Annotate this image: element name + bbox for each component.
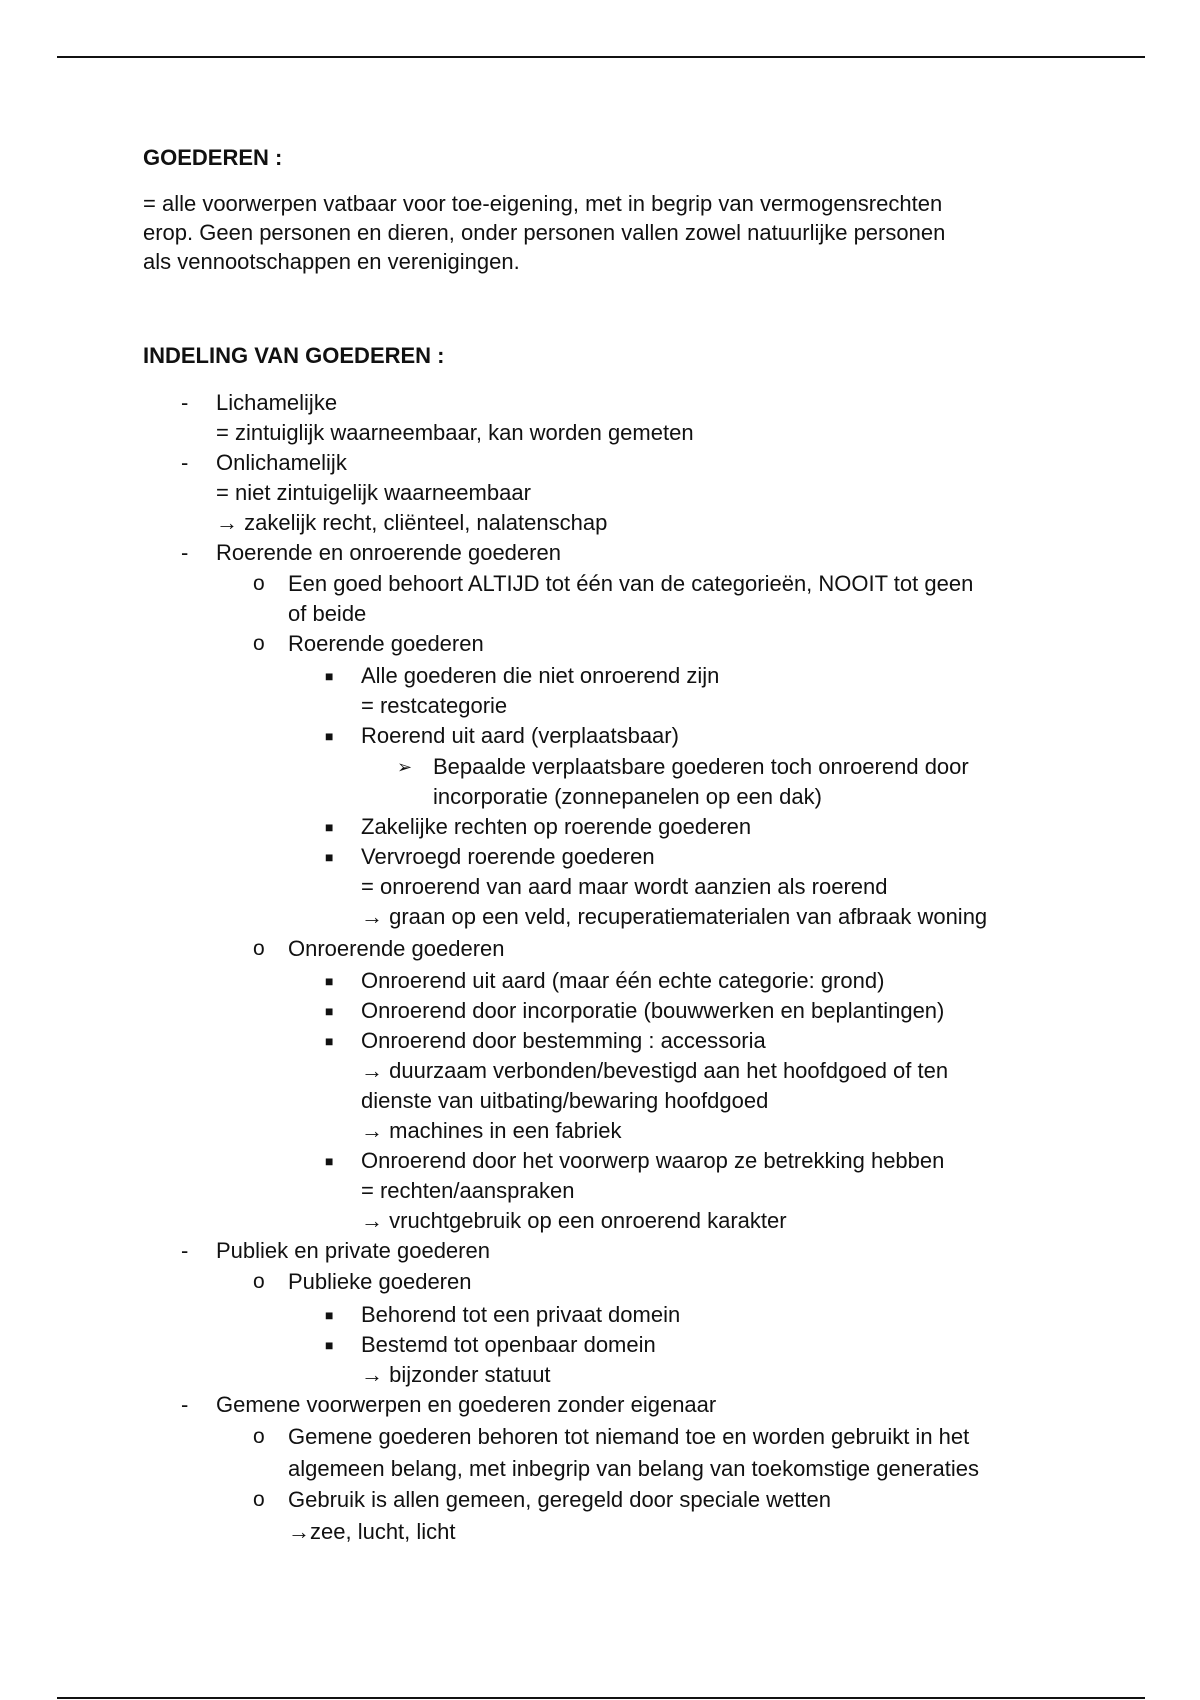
list-item-note: = zintuiglijk waarneembaar, kan worden gemeten bbox=[216, 420, 694, 445]
page-title: GOEDEREN : bbox=[143, 145, 283, 170]
list-item-note: = onroerend van aard maar wordt aanzien als roerend bbox=[361, 874, 888, 899]
circle-bullet: o bbox=[253, 937, 265, 960]
list-item: Onroerend door het voorwerp waarop ze betrekking hebben bbox=[361, 1148, 945, 1173]
list-item: Onroerend door bestemming : accessoria bbox=[361, 1028, 766, 1053]
square-bullet: ■ bbox=[325, 819, 334, 835]
list-item-note: = rechten/aanspraken bbox=[361, 1178, 575, 1203]
list-item: Onroerende goederen bbox=[288, 936, 505, 961]
list-item-note: → machines in een fabriek bbox=[361, 1118, 622, 1143]
list-item: Roerende en onroerende goederen bbox=[216, 540, 561, 565]
list-item: Publiek en private goederen bbox=[216, 1238, 490, 1263]
list-item-note: algemeen belang, met inbegrip van belang van toekomstige generaties bbox=[288, 1456, 980, 1481]
list-item-note: = restcategorie bbox=[361, 693, 508, 718]
list-item-note: of beide bbox=[288, 601, 367, 626]
list-item: Onroerend door incorporatie (bouwwerken en beplantingen) bbox=[361, 998, 945, 1023]
list-item-note: → graan op een veld, recuperatiematerialen van afbraak woning bbox=[361, 904, 988, 929]
list-item: Bepaalde verplaatsbare goederen toch onroerend door bbox=[433, 754, 969, 779]
list-item: Alle goederen die niet onroerend zijn bbox=[361, 663, 720, 688]
list-item-note: → duurzaam verbonden/bevestigd aan het hoofdgoed of ten bbox=[361, 1058, 949, 1083]
list-item: Zakelijke rechten op roerende goederen bbox=[361, 814, 752, 839]
circle-bullet: o bbox=[253, 1270, 265, 1293]
square-bullet: ■ bbox=[325, 849, 334, 865]
square-bullet: ■ bbox=[325, 1307, 334, 1323]
square-bullet: ■ bbox=[325, 1153, 334, 1169]
list-item-note: = niet zintuigelijk waarneembaar bbox=[216, 480, 531, 505]
square-bullet: ■ bbox=[325, 973, 334, 989]
list-item-note: → bijzonder statuut bbox=[361, 1362, 551, 1387]
list-item-note: dienste van uitbating/bewaring hoofdgoed bbox=[361, 1088, 769, 1113]
definition-line-3: als vennootschappen en verenigingen. bbox=[143, 249, 520, 274]
list-item-note: incorporatie (zonnepanelen op een dak) bbox=[433, 784, 822, 809]
list-item: Onroerend uit aard (maar één echte categorie: grond) bbox=[361, 968, 885, 993]
square-bullet: ■ bbox=[325, 1337, 334, 1353]
list-item-note: →zee, lucht, licht bbox=[288, 1519, 456, 1544]
circle-bullet: o bbox=[253, 1425, 265, 1448]
square-bullet: ■ bbox=[325, 1003, 334, 1019]
dash-bullet: - bbox=[181, 1238, 189, 1263]
list-item: Een goed behoort ALTIJD tot één van de categorieën, NOOIT tot geen bbox=[288, 571, 974, 596]
arrowhead-bullet: ➢ bbox=[397, 757, 413, 777]
list-item: Gemene goederen behoren tot niemand toe en worden gebruikt in het bbox=[288, 1424, 970, 1449]
list-item: Onlichamelijk bbox=[216, 450, 347, 475]
top-rule bbox=[57, 56, 1145, 58]
square-bullet: ■ bbox=[325, 668, 334, 684]
square-bullet: ■ bbox=[325, 1033, 334, 1049]
list-item: Roerend uit aard (verplaatsbaar) bbox=[361, 723, 679, 748]
list-item: Roerende goederen bbox=[288, 631, 484, 656]
list-item: Gemene voorwerpen en goederen zonder eigenaar bbox=[216, 1392, 717, 1417]
circle-bullet: o bbox=[253, 572, 265, 595]
list-item: Vervroegd roerende goederen bbox=[361, 844, 655, 869]
circle-bullet: o bbox=[253, 1488, 265, 1511]
dash-bullet: - bbox=[181, 450, 189, 475]
list-item: Bestemd tot openbaar domein bbox=[361, 1332, 656, 1357]
dash-bullet: - bbox=[181, 1392, 189, 1417]
list-item: Gebruik is allen gemeen, geregeld door speciale wetten bbox=[288, 1487, 831, 1512]
dash-bullet: - bbox=[181, 390, 189, 415]
circle-bullet: o bbox=[253, 632, 265, 655]
list-item: Publieke goederen bbox=[288, 1269, 472, 1294]
list-item-note: → vruchtgebruik op een onroerend karakter bbox=[361, 1208, 787, 1233]
dash-bullet: - bbox=[181, 540, 189, 565]
list-item: Lichamelijke bbox=[216, 390, 338, 415]
section-heading: INDELING VAN GOEDEREN : bbox=[143, 343, 445, 368]
bottom-rule bbox=[57, 1697, 1145, 1699]
square-bullet: ■ bbox=[325, 728, 334, 744]
list-item-note: → zakelijk recht, cliënteel, nalatenschap bbox=[216, 510, 608, 535]
definition-line-2: erop. Geen personen en dieren, onder personen vallen zowel natuurlijke personen bbox=[143, 220, 946, 245]
list-item: Behorend tot een privaat domein bbox=[361, 1302, 681, 1327]
definition-line-1: = alle voorwerpen vatbaar voor toe-eigening, met in begrip van vermogensrechten bbox=[143, 191, 943, 216]
